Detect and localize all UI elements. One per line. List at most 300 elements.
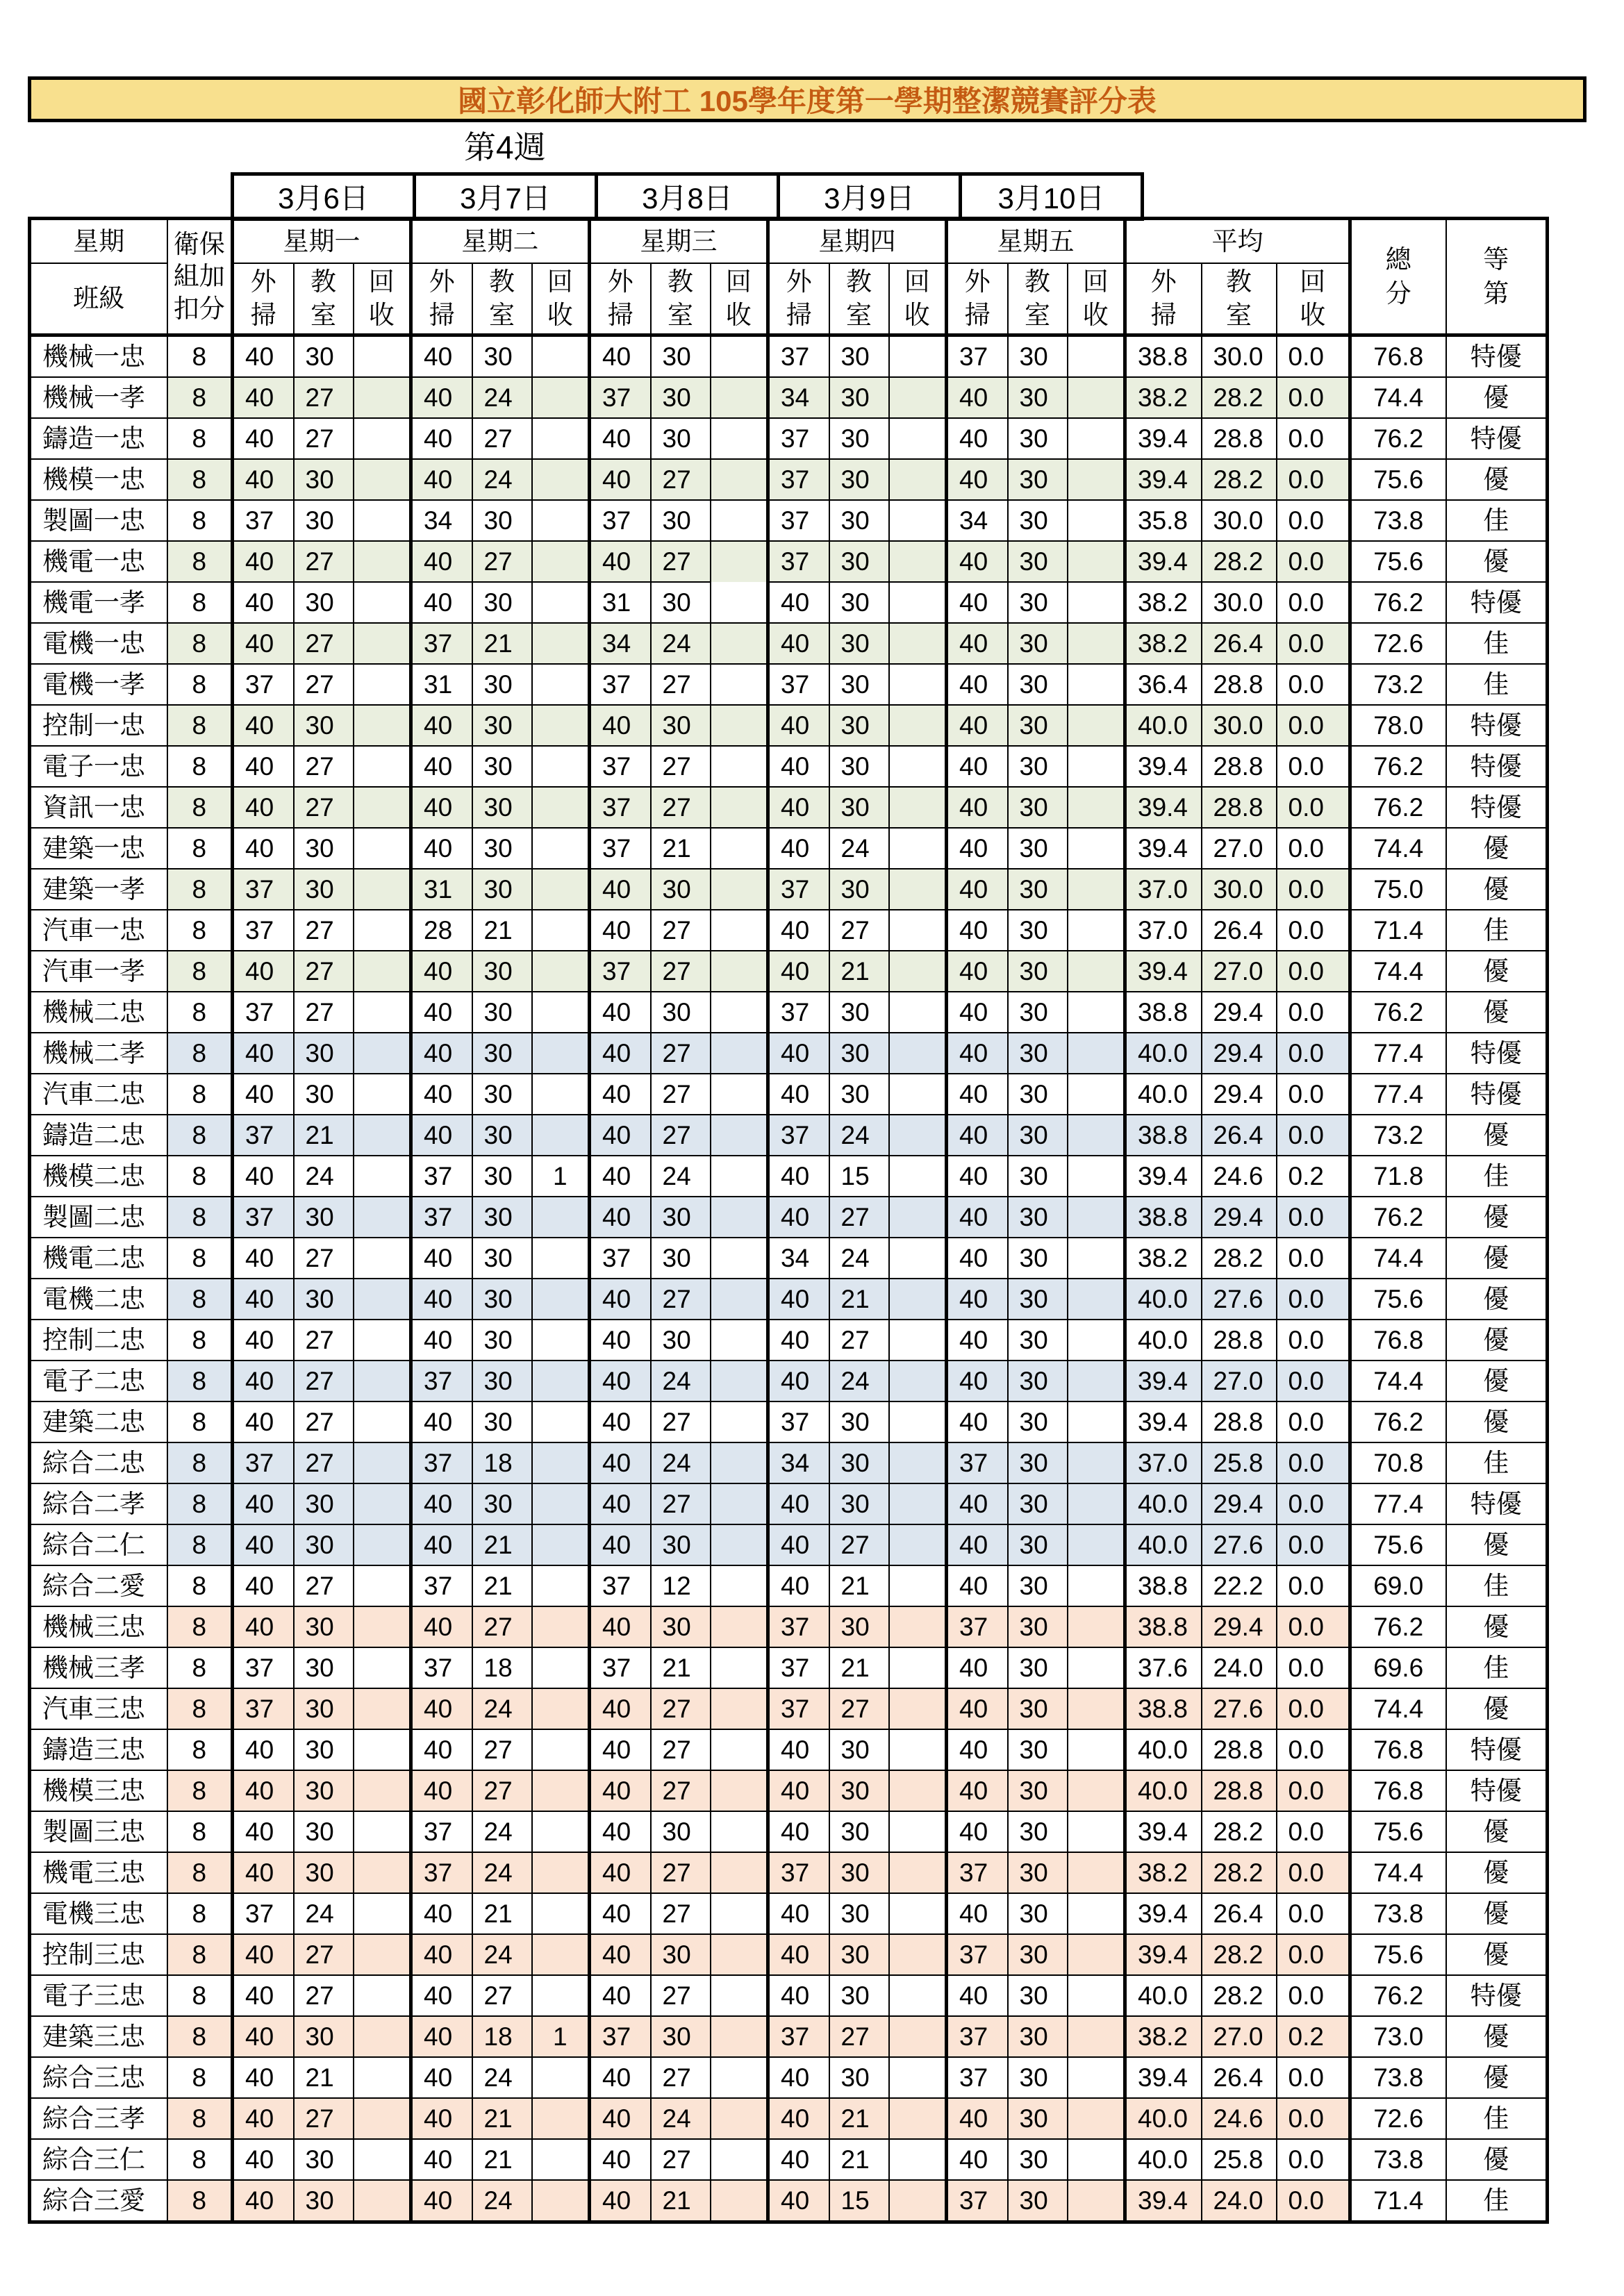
- class-name-cell: 電子一忠: [30, 746, 167, 787]
- average-header: 平均: [1125, 219, 1350, 263]
- score-cell: 30: [1008, 1606, 1068, 1647]
- class-name-cell: 控制二忠: [30, 1320, 167, 1361]
- class-name-cell: 汽車三忠: [30, 1688, 167, 1729]
- score-cell: 40: [233, 1361, 294, 1401]
- score-cell: 37: [590, 500, 651, 541]
- table-row: [30, 623, 1548, 664]
- total-cell: 76.2: [1350, 1606, 1446, 1647]
- score-cell: 27.0: [1202, 828, 1277, 869]
- score-cell: 37: [768, 1647, 829, 1688]
- score-cell: [354, 1606, 411, 1647]
- score-cell: 30: [651, 2016, 711, 2057]
- score-cell: 40: [768, 787, 829, 828]
- score-cell: 37: [590, 1565, 651, 1606]
- score-cell: [354, 541, 411, 582]
- score-cell: [711, 951, 768, 992]
- score-cell: 27: [472, 1770, 532, 1811]
- score-cell: 27: [294, 992, 354, 1033]
- sub-column-header: 外 掃: [411, 263, 472, 335]
- score-cell: 37.6: [1125, 1647, 1202, 1688]
- class-name-cell: 機電三忠: [30, 1852, 167, 1893]
- score-cell: 28.8: [1202, 746, 1277, 787]
- score-cell: [532, 623, 590, 664]
- score-cell: [1068, 2016, 1125, 2057]
- score-cell: [889, 335, 947, 378]
- score-cell: 30: [1008, 1647, 1068, 1688]
- score-cell: 0.0: [1277, 418, 1350, 459]
- score-cell: 40: [233, 1606, 294, 1647]
- score-cell: 24.6: [1202, 2098, 1277, 2139]
- total-cell: 73.0: [1350, 2016, 1446, 2057]
- score-cell: 30.0: [1202, 582, 1277, 623]
- score-cell: 30: [1008, 1361, 1068, 1401]
- score-cell: [354, 1238, 411, 1279]
- score-cell: 30: [294, 869, 354, 910]
- score-cell: [711, 1688, 768, 1729]
- total-cell: 71.4: [1350, 2180, 1446, 2222]
- score-cell: 0.0: [1277, 500, 1350, 541]
- table-row: [30, 2098, 1548, 2139]
- score-cell: [711, 992, 768, 1033]
- score-cell: 40: [590, 2180, 651, 2222]
- score-cell: 30: [829, 1893, 889, 1934]
- class-name-cell: 機械一孝: [30, 377, 167, 418]
- score-cell: 28.2: [1202, 459, 1277, 500]
- score-cell: 30: [651, 1811, 711, 1852]
- score-cell: [532, 582, 590, 623]
- score-cell: [1068, 1401, 1125, 1442]
- score-cell: 27: [651, 1115, 711, 1156]
- score-cell: 40: [411, 2139, 472, 2180]
- score-cell: [1068, 1197, 1125, 1238]
- score-cell: 27: [294, 1361, 354, 1401]
- total-cell: 78.0: [1350, 705, 1446, 746]
- score-cell: 30: [829, 377, 889, 418]
- score-cell: [889, 1565, 947, 1606]
- score-cell: [354, 1647, 411, 1688]
- score-cell: 36.4: [1125, 664, 1202, 705]
- score-cell: 38.8: [1125, 1606, 1202, 1647]
- score-cell: [1068, 1483, 1125, 1524]
- score-cell: 24.0: [1202, 1647, 1277, 1688]
- grade-cell: 優: [1446, 951, 1548, 992]
- score-cell: 40: [768, 951, 829, 992]
- score-cell: 38.8: [1125, 1115, 1202, 1156]
- total-cell: 69.0: [1350, 1565, 1446, 1606]
- score-cell: 30: [472, 1361, 532, 1401]
- score-cell: 40: [590, 1729, 651, 1770]
- table-row: [30, 1975, 1548, 2016]
- score-cell: [354, 1770, 411, 1811]
- score-cell: [711, 787, 768, 828]
- score-cell: 0.0: [1277, 1238, 1350, 1279]
- score-cell: [532, 1688, 590, 1729]
- score-cell: 27: [294, 1320, 354, 1361]
- score-cell: 25.8: [1202, 2139, 1277, 2180]
- score-cell: 40: [947, 1279, 1008, 1320]
- score-cell: 39.4: [1125, 1934, 1202, 1975]
- score-cell: 37: [233, 1647, 294, 1688]
- grade-cell: 優: [1446, 1811, 1548, 1852]
- score-cell: [532, 664, 590, 705]
- score-cell: 30: [1008, 1729, 1068, 1770]
- score-cell: 27: [651, 1893, 711, 1934]
- score-cell: 40: [411, 1688, 472, 1729]
- score-cell: 40: [947, 582, 1008, 623]
- score-cell: 37: [233, 1115, 294, 1156]
- score-cell: 30: [1008, 1934, 1068, 1975]
- score-cell: 37: [768, 541, 829, 582]
- total-cell: 76.2: [1350, 1975, 1446, 2016]
- class-name-cell: 綜合二愛: [30, 1565, 167, 1606]
- score-cell: 37: [411, 1197, 472, 1238]
- score-cell: 30: [1008, 1811, 1068, 1852]
- total-cell: 75.6: [1350, 541, 1446, 582]
- score-cell: [711, 1770, 768, 1811]
- table-row: [30, 828, 1548, 869]
- score-cell: 40: [411, 1238, 472, 1279]
- score-cell: 40: [768, 2057, 829, 2098]
- score-cell: 30: [829, 2057, 889, 2098]
- score-cell: 28.8: [1202, 1770, 1277, 1811]
- table-row: [30, 1320, 1548, 1361]
- score-cell: 30: [1008, 910, 1068, 951]
- score-cell: 29.4: [1202, 1606, 1277, 1647]
- class-name-cell: 機模三忠: [30, 1770, 167, 1811]
- score-cell: [532, 828, 590, 869]
- score-cell: [889, 1320, 947, 1361]
- total-cell: 69.6: [1350, 1647, 1446, 1688]
- score-cell: 40.0: [1125, 1279, 1202, 1320]
- score-cell: [889, 869, 947, 910]
- score-cell: 26.4: [1202, 1115, 1277, 1156]
- score-cell: [711, 1238, 768, 1279]
- score-cell: [532, 787, 590, 828]
- table-row: [30, 1524, 1548, 1565]
- score-cell: 40: [411, 541, 472, 582]
- score-cell: 40: [768, 1893, 829, 1934]
- score-cell: 40: [411, 1401, 472, 1442]
- grade-cell: 特優: [1446, 787, 1548, 828]
- total-cell: 76.2: [1350, 1197, 1446, 1238]
- class-name-cell: 綜合二孝: [30, 1483, 167, 1524]
- score-cell: 40: [233, 828, 294, 869]
- score-cell: 40: [947, 1401, 1008, 1442]
- score-cell: 30: [829, 992, 889, 1033]
- deduct-header: 衛保 組加 扣分: [167, 219, 233, 335]
- sub-column-header: 教 室: [472, 263, 532, 335]
- total-cell: 75.6: [1350, 1811, 1446, 1852]
- score-cell: [1068, 664, 1125, 705]
- score-cell: [889, 2180, 947, 2222]
- score-cell: [354, 1033, 411, 1074]
- score-cell: [354, 1975, 411, 2016]
- score-cell: 0.0: [1277, 582, 1350, 623]
- score-cell: 37: [411, 1565, 472, 1606]
- score-cell: 37: [768, 459, 829, 500]
- score-cell: 40: [768, 1729, 829, 1770]
- score-cell: 40: [411, 377, 472, 418]
- score-cell: 37: [768, 2016, 829, 2057]
- score-cell: 40: [233, 541, 294, 582]
- score-cell: 40: [233, 1483, 294, 1524]
- score-cell: 40: [947, 1893, 1008, 1934]
- score-cell: 8: [167, 828, 233, 869]
- score-cell: 40: [590, 2057, 651, 2098]
- score-cell: 40: [411, 1483, 472, 1524]
- score-cell: 8: [167, 2098, 233, 2139]
- grade-cell: 優: [1446, 1320, 1548, 1361]
- score-cell: 30: [472, 1156, 532, 1197]
- score-cell: 40: [411, 1115, 472, 1156]
- score-cell: [889, 1893, 947, 1934]
- score-cell: [532, 910, 590, 951]
- score-cell: 40: [947, 623, 1008, 664]
- class-name-cell: 綜合二仁: [30, 1524, 167, 1565]
- score-cell: 30: [829, 1483, 889, 1524]
- score-cell: 40: [947, 1074, 1008, 1115]
- score-cell: 37: [411, 1852, 472, 1893]
- score-cell: 27: [294, 746, 354, 787]
- score-cell: 27: [651, 910, 711, 951]
- class-name-cell: 機械三忠: [30, 1606, 167, 1647]
- score-cell: [532, 2180, 590, 2222]
- score-cell: 0.0: [1277, 951, 1350, 992]
- score-cell: 40: [947, 951, 1008, 992]
- score-cell: 30: [472, 1115, 532, 1156]
- score-cell: 8: [167, 2139, 233, 2180]
- score-cell: [354, 1893, 411, 1934]
- score-cell: [354, 1320, 411, 1361]
- score-cell: 30: [1008, 787, 1068, 828]
- table-row: [30, 1893, 1548, 1934]
- total-cell: 76.8: [1350, 1770, 1446, 1811]
- score-cell: 8: [167, 500, 233, 541]
- score-cell: 34: [947, 500, 1008, 541]
- score-cell: 30: [1008, 992, 1068, 1033]
- table-row: [30, 418, 1548, 459]
- score-cell: 40: [768, 1483, 829, 1524]
- score-cell: [711, 910, 768, 951]
- score-cell: [889, 1975, 947, 2016]
- score-cell: 24: [472, 459, 532, 500]
- score-cell: [711, 1729, 768, 1770]
- score-cell: 30: [472, 335, 532, 378]
- total-cell: 75.6: [1350, 1524, 1446, 1565]
- score-cell: 0.2: [1277, 2016, 1350, 2057]
- score-cell: 40: [947, 459, 1008, 500]
- score-cell: [1068, 582, 1125, 623]
- table-row: [30, 1401, 1548, 1442]
- total-cell: 71.8: [1350, 1156, 1446, 1197]
- score-cell: 39.4: [1125, 787, 1202, 828]
- score-cell: 37: [768, 1852, 829, 1893]
- score-cell: 30: [1008, 623, 1068, 664]
- score-cell: 18: [472, 2016, 532, 2057]
- score-cell: 28.8: [1202, 664, 1277, 705]
- grade-cell: 優: [1446, 828, 1548, 869]
- score-cell: 30: [472, 500, 532, 541]
- score-cell: 37: [590, 1647, 651, 1688]
- score-cell: 30: [294, 582, 354, 623]
- score-cell: 38.2: [1125, 2016, 1202, 2057]
- score-cell: 37: [590, 377, 651, 418]
- score-cell: [532, 1115, 590, 1156]
- score-cell: 28.8: [1202, 1320, 1277, 1361]
- score-cell: 24: [651, 623, 711, 664]
- score-cell: 37: [411, 1361, 472, 1401]
- score-cell: [711, 1524, 768, 1565]
- grade-cell: 優: [1446, 1893, 1548, 1934]
- score-cell: [711, 541, 768, 582]
- score-cell: 30: [472, 828, 532, 869]
- score-cell: 27: [294, 787, 354, 828]
- score-cell: 0.0: [1277, 1401, 1350, 1442]
- score-cell: [711, 705, 768, 746]
- score-cell: [711, 2016, 768, 2057]
- score-cell: [711, 1811, 768, 1852]
- total-cell: 74.4: [1350, 951, 1446, 992]
- score-cell: 24: [651, 1442, 711, 1483]
- total-cell: 76.2: [1350, 582, 1446, 623]
- score-cell: 40: [590, 1033, 651, 1074]
- score-cell: [1068, 1320, 1125, 1361]
- score-cell: [532, 1361, 590, 1401]
- table-row: [30, 1770, 1548, 1811]
- score-cell: [711, 459, 768, 500]
- class-name-cell: 電子二忠: [30, 1361, 167, 1401]
- score-cell: 35.8: [1125, 500, 1202, 541]
- score-cell: 21: [472, 1893, 532, 1934]
- score-cell: 8: [167, 459, 233, 500]
- score-cell: 21: [294, 2057, 354, 2098]
- score-cell: [1068, 910, 1125, 951]
- score-cell: [889, 1729, 947, 1770]
- score-cell: 30: [651, 1197, 711, 1238]
- grade-cell: 優: [1446, 1238, 1548, 1279]
- score-cell: [354, 500, 411, 541]
- score-cell: 30: [651, 500, 711, 541]
- score-cell: 29.4: [1202, 1033, 1277, 1074]
- date-header: [231, 172, 1144, 221]
- sub-column-header: 回 收: [711, 263, 768, 335]
- score-cell: 8: [167, 2180, 233, 2222]
- score-cell: 39.4: [1125, 1156, 1202, 1197]
- class-header: 班級: [30, 263, 167, 335]
- score-cell: 8: [167, 335, 233, 378]
- score-cell: 39.4: [1125, 1401, 1202, 1442]
- score-cell: 40: [590, 1320, 651, 1361]
- score-cell: 8: [167, 1524, 233, 1565]
- score-cell: 27.6: [1202, 1524, 1277, 1565]
- sub-column-header: 外 掃: [590, 263, 651, 335]
- score-cell: 37: [590, 787, 651, 828]
- score-cell: 40: [411, 1279, 472, 1320]
- score-cell: 8: [167, 1565, 233, 1606]
- table-row: [30, 664, 1548, 705]
- score-cell: [1068, 1033, 1125, 1074]
- score-cell: 40: [768, 746, 829, 787]
- score-cell: 0.0: [1277, 787, 1350, 828]
- score-cell: 40: [590, 869, 651, 910]
- score-cell: [532, 1033, 590, 1074]
- score-cell: 30: [651, 992, 711, 1033]
- score-cell: [711, 1483, 768, 1524]
- score-cell: 24: [829, 1238, 889, 1279]
- score-cell: [532, 335, 590, 378]
- score-cell: 21: [829, 1279, 889, 1320]
- class-name-cell: 建築二忠: [30, 1401, 167, 1442]
- score-cell: 0.0: [1277, 335, 1350, 378]
- score-cell: 30: [829, 623, 889, 664]
- total-cell: 76.8: [1350, 1320, 1446, 1361]
- total-cell: 73.8: [1350, 1893, 1446, 1934]
- score-cell: 30: [829, 500, 889, 541]
- score-cell: 40: [590, 705, 651, 746]
- table-row: [30, 1565, 1548, 1606]
- class-name-cell: 製圖二忠: [30, 1197, 167, 1238]
- score-cell: 30: [829, 1770, 889, 1811]
- score-cell: 30: [829, 1442, 889, 1483]
- score-cell: 0.0: [1277, 910, 1350, 951]
- score-cell: [1068, 746, 1125, 787]
- table-row: [30, 1156, 1548, 1197]
- score-cell: [1068, 1279, 1125, 1320]
- grade-cell: 優: [1446, 1934, 1548, 1975]
- score-cell: 27.0: [1202, 951, 1277, 992]
- score-cell: 26.4: [1202, 623, 1277, 664]
- score-cell: 40: [590, 1442, 651, 1483]
- score-cell: 40: [590, 1852, 651, 1893]
- score-cell: 39.4: [1125, 2180, 1202, 2222]
- score-cell: 28.2: [1202, 1811, 1277, 1852]
- score-cell: 40: [411, 2098, 472, 2139]
- score-cell: 40: [947, 1197, 1008, 1238]
- total-cell: 76.2: [1350, 418, 1446, 459]
- score-cell: 40.0: [1125, 1729, 1202, 1770]
- score-cell: [532, 2139, 590, 2180]
- score-cell: [711, 1197, 768, 1238]
- score-cell: 21: [651, 828, 711, 869]
- score-cell: [889, 787, 947, 828]
- score-cell: [711, 1401, 768, 1442]
- score-cell: 40: [947, 910, 1008, 951]
- score-cell: 30: [294, 1074, 354, 1115]
- score-cell: 0.0: [1277, 1442, 1350, 1483]
- score-cell: 40.0: [1125, 1770, 1202, 1811]
- grade-cell: 優: [1446, 869, 1548, 910]
- grade-cell: 佳: [1446, 2098, 1548, 2139]
- score-cell: 40: [768, 1074, 829, 1115]
- score-cell: 30: [1008, 2016, 1068, 2057]
- score-cell: [889, 1442, 947, 1483]
- score-cell: 27: [829, 2016, 889, 2057]
- table-row: [30, 1647, 1548, 1688]
- score-cell: 0.0: [1277, 1729, 1350, 1770]
- score-cell: [711, 2139, 768, 2180]
- score-cell: 30: [829, 1729, 889, 1770]
- score-cell: 29.4: [1202, 992, 1277, 1033]
- score-cell: 28.2: [1202, 541, 1277, 582]
- table-row: [30, 1483, 1548, 1524]
- score-cell: 39.4: [1125, 1361, 1202, 1401]
- score-cell: 28.2: [1202, 1852, 1277, 1893]
- score-cell: 30: [829, 1033, 889, 1074]
- score-cell: 15: [829, 1156, 889, 1197]
- score-cell: [354, 951, 411, 992]
- score-cell: 40: [411, 1606, 472, 1647]
- score-cell: 30: [472, 1074, 532, 1115]
